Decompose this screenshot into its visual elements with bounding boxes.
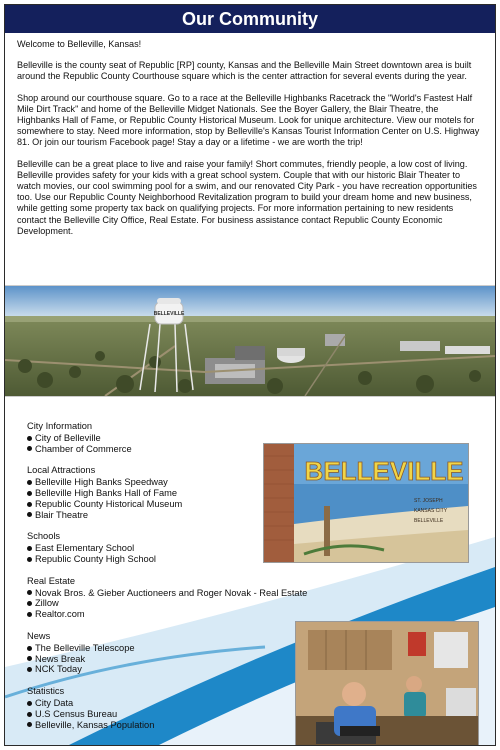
water-tower-label: BELLEVILLE [153,311,185,317]
real-estate-group [27,576,357,620]
aerial-town-photo [5,285,495,397]
bullet-icon [27,612,32,617]
bullet-icon [27,667,32,672]
page-header [5,5,495,33]
statistics-group [27,686,357,730]
bullet-icon [27,590,32,595]
bullet-icon [27,557,32,562]
bullet-icon [27,491,32,496]
news-heading: News [27,630,51,641]
bullet-icon [27,446,32,451]
link-belleville-population[interactable]: Belleville, Kansas Population [27,720,357,731]
bullet-icon [27,722,32,727]
bullet-icon [27,646,32,651]
intro-section [17,39,483,247]
link-east-elementary-school[interactable]: East Elementary School [27,543,357,554]
news-group [27,631,357,675]
mural-sign-belleville: BELLEVILLE [414,518,444,524]
page-frame [4,4,496,746]
bullet-icon [27,656,32,661]
page-title: Our Community [181,9,318,29]
welcome-text: Welcome to Belleville, Kansas! [17,39,142,49]
bullet-icon [27,480,32,485]
link-zillow[interactable]: Zillow [27,598,357,609]
bullet-icon [27,512,32,517]
bullet-icon [27,502,32,507]
link-belleville-telescope[interactable]: The Belleville Telescope [27,643,357,654]
link-city-of-belleville[interactable]: City of Belleville [27,433,357,444]
link-high-banks-speedway[interactable]: Belleville High Banks Speedway [27,477,357,488]
statistics-heading: Statistics [27,686,65,697]
bullet-icon [27,601,32,606]
link-news-break[interactable]: News Break [27,654,357,665]
city-information-heading: City Information [27,421,93,431]
real-estate-heading: Real Estate [27,575,76,586]
mural-sign-st-joseph: ST. JOSEPH [414,498,443,504]
link-census-bureau[interactable]: U.S Census Bureau [27,709,357,720]
link-chamber-of-commerce[interactable]: Chamber of Commerce [27,444,357,455]
local-attractions-group [27,465,357,520]
link-high-banks-hall-of-fame[interactable]: Belleville High Banks Hall of Fame [27,488,357,499]
link-city-data[interactable]: City Data [27,698,357,709]
bullet-icon [27,546,32,551]
mural-sign-kansas-city: KANSAS CITY [414,508,448,514]
bullet-icon [27,712,32,717]
local-attractions-heading: Local Attractions [27,465,96,476]
intro-paragraph-1: Belleville is the county seat of Republic [RP] county, Kansas and the Belleville Main Street downtown area is built around the Republic County Courthouse square which is the center attraction for several events during the year. [17,60,472,82]
link-nck-today[interactable]: NCK Today [27,664,357,675]
link-novak-real-estate[interactable]: Novak Bros. & Gieber Auctioneers and Roger Novak - Real Estate [27,588,357,599]
bullet-icon [27,701,32,706]
link-blair-theatre[interactable]: Blair Theatre [27,510,357,521]
schools-group [27,531,357,564]
schools-heading: Schools [27,531,61,542]
bullet-icon [27,436,32,441]
link-historical-museum[interactable]: Republic County Historical Museum [27,499,357,510]
intro-paragraph-3: Belleville can be a great place to live and raise your family! Short commutes, friendly people, a low cost of living. Belleville provides safety for your kids with a great school system. Couple that with our historic Blair Theater to watch movies, our cool swimming pool for a swim, and our renovated City Park - you have recreation opportunities too. Use our Republic County Neighborhood Revitalization program to build your dream home and new business, while getting some property tax back on qualifying projects. For more information pertaining to new residents contact the Belleville City Office, Real Estate. For business assistance contact Republic County Economic Development. [17,158,477,236]
link-republic-county-high-school[interactable]: Republic County High School [27,554,357,565]
intro-paragraph-2: Shop around our courthouse square. Go to a race at the Belleville Highbanks Racetrack the "World's Fastest Half Mile Dirt Track" and home of the Belleville Midget Nationals. See the Boyer Gallery, the Blair Theatre, the Highbanks Hall of Fame, or Republic County Historical Museum. Look for unique architecture. View our motels for somewhere to stay. Need more information, stop by Belleville's Kansas Tourist Information Center on U.S. Highway 81. Or join our tourism Facebook page! Stay a day or a lifetime - we are worth the trip! [17,92,480,148]
resource-links-section [5,397,495,746]
link-realtor-com[interactable]: Realtor.com [27,609,357,620]
mural-text: BELLEVILLE [304,456,464,486]
city-information-group [27,421,357,454]
resource-links-list [27,421,357,741]
